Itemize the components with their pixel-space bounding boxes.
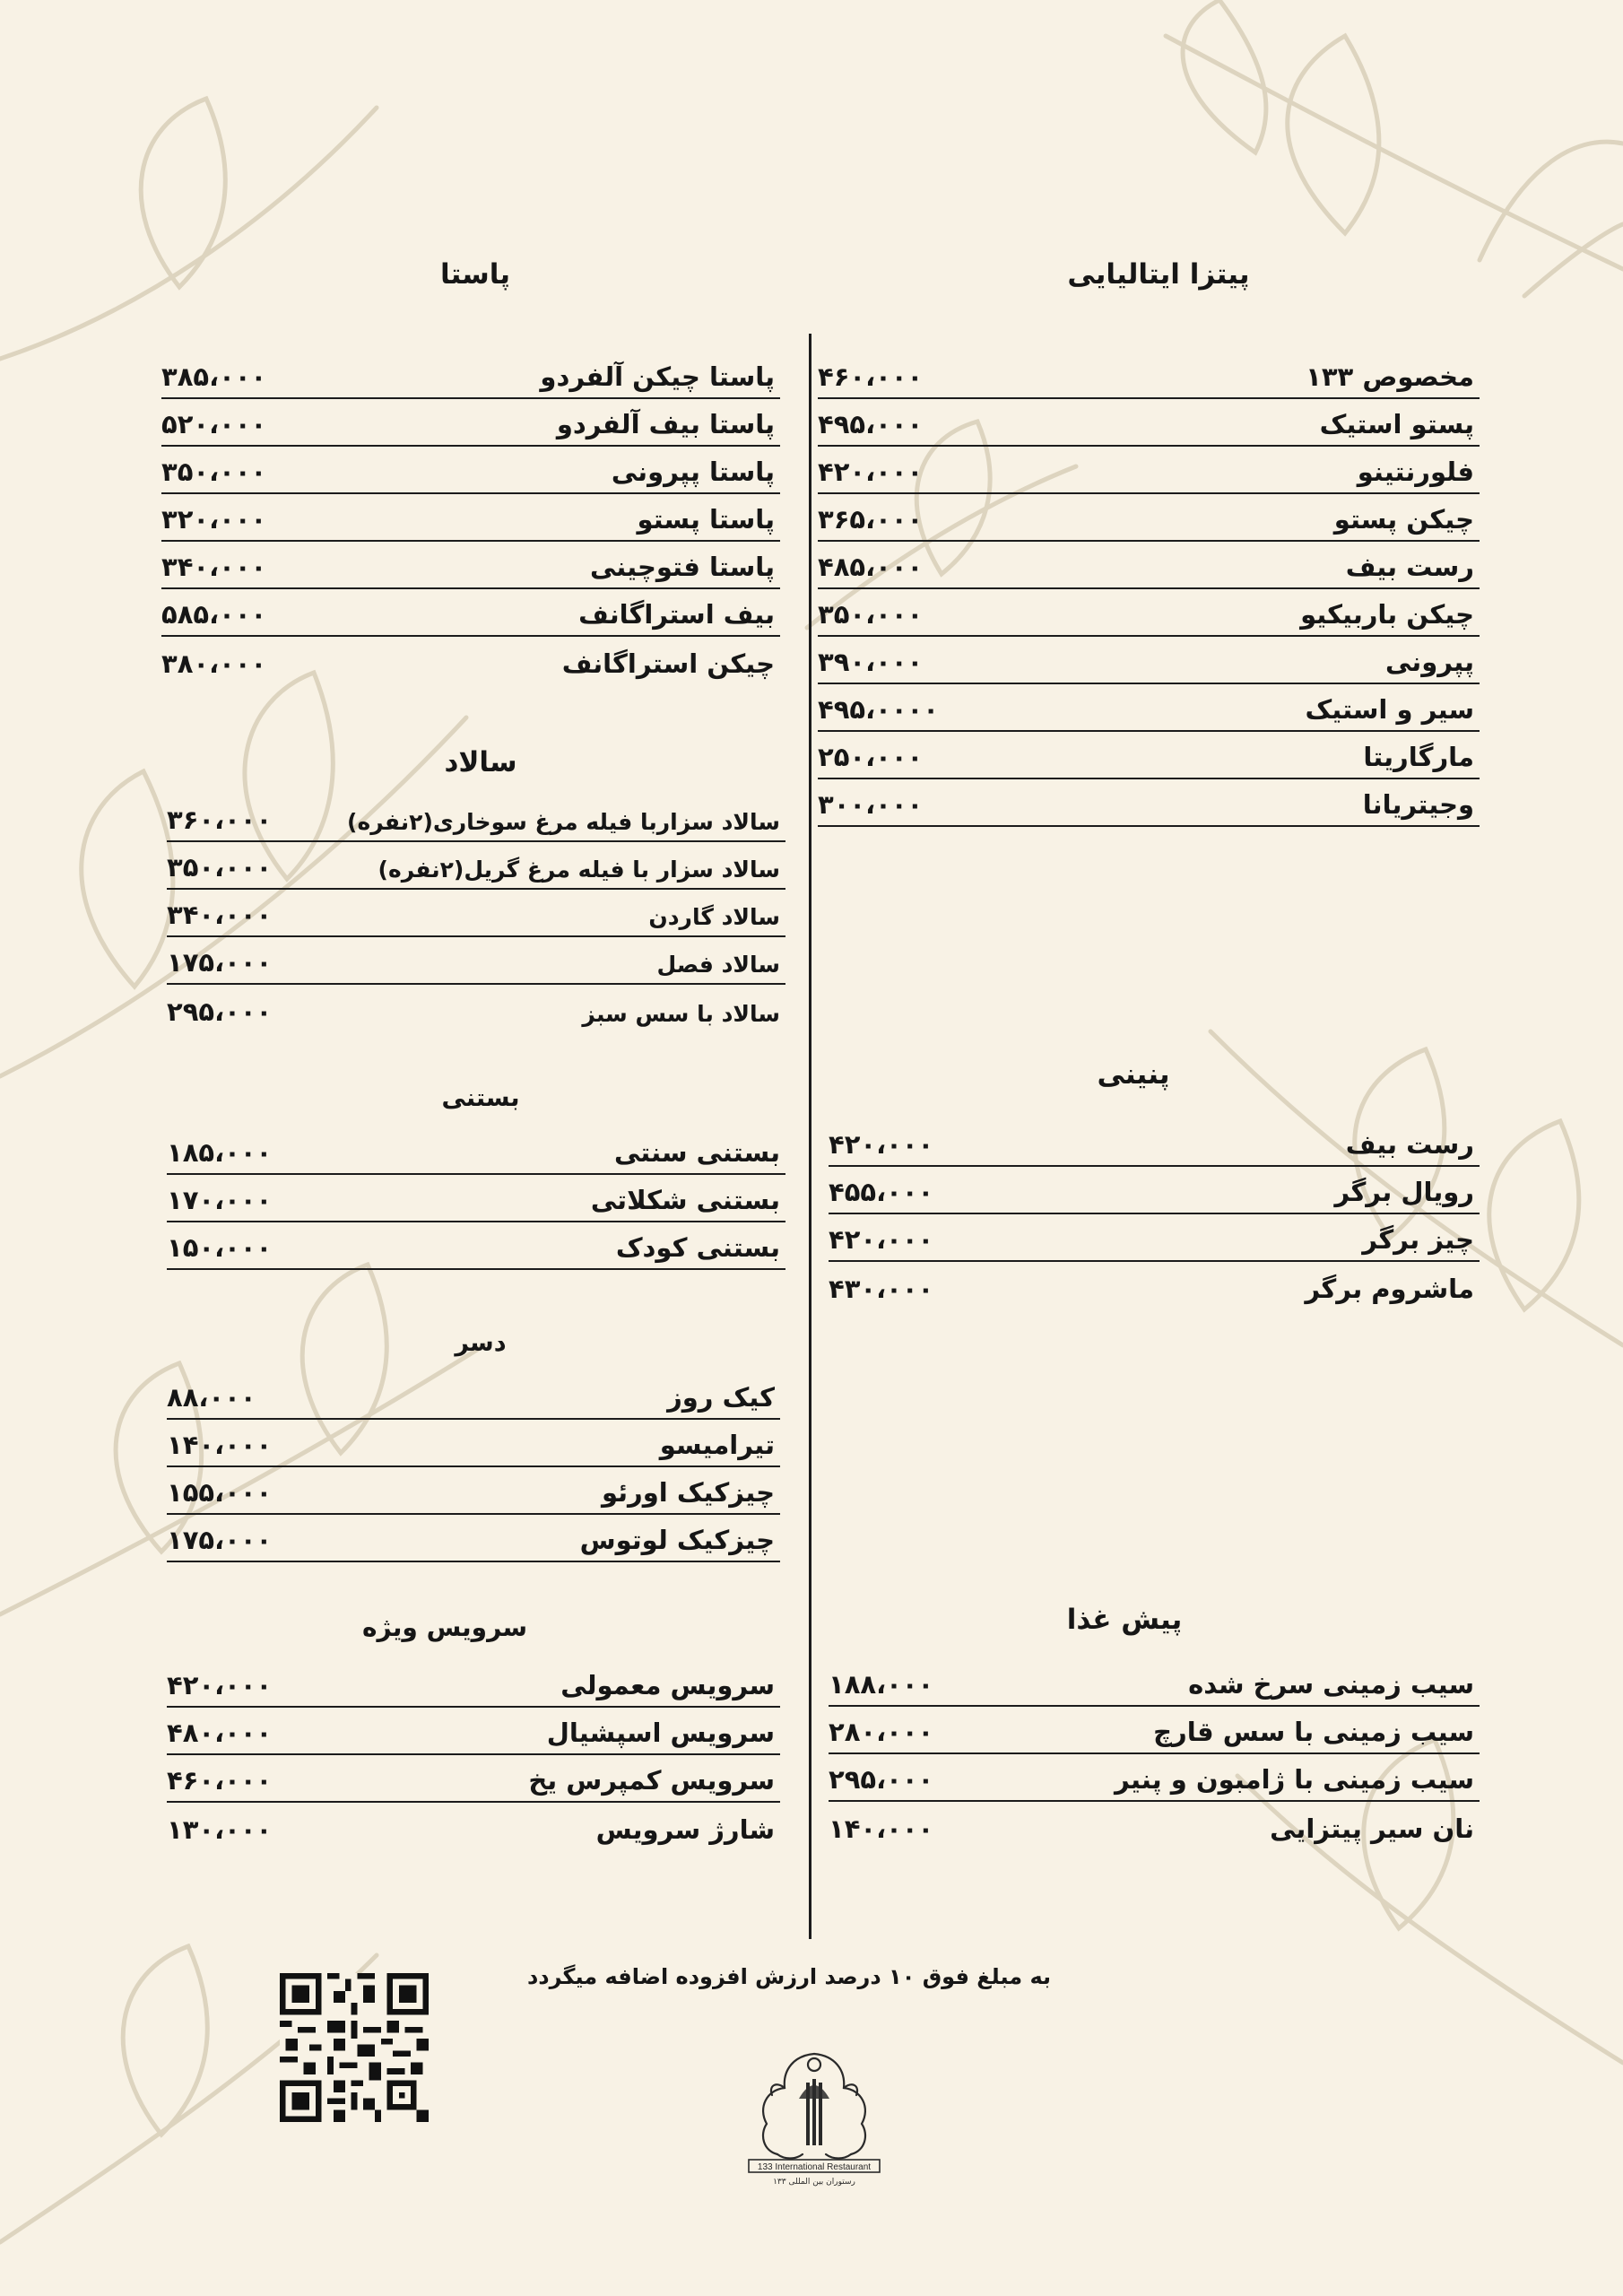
item-name: چیزکیک اورئو bbox=[601, 1477, 775, 1508]
section-title-salad: سالاد bbox=[444, 746, 517, 778]
item-price: ۱۴۰،۰۰۰ bbox=[829, 1813, 934, 1844]
item-name: پاستا پپرونی bbox=[611, 457, 775, 487]
menu-row bbox=[167, 1755, 780, 1803]
menu-row bbox=[829, 1754, 1480, 1802]
menu-row bbox=[818, 494, 1480, 542]
qr-code-icon[interactable] bbox=[280, 1973, 429, 2122]
menu-row bbox=[167, 1660, 780, 1708]
section-title-pizza: پیتزا ایتالیایی bbox=[1067, 258, 1250, 291]
menu-row bbox=[167, 1222, 785, 1270]
item-name: بیف استراگانف bbox=[578, 599, 775, 630]
item-price: ۳۹۰،۰۰۰ bbox=[818, 647, 924, 677]
section-title-pasta: پاستا bbox=[439, 258, 511, 291]
item-price: ۱۴۰،۰۰۰ bbox=[167, 1430, 273, 1460]
item-price: ۳۰۰،۰۰۰ bbox=[818, 789, 924, 820]
menu-row bbox=[167, 795, 785, 842]
item-name: سالاد سزار با فیله مرغ گریل(۲نفره) bbox=[378, 857, 780, 883]
item-price: ۴۵۵،۰۰۰ bbox=[829, 1177, 934, 1207]
item-name: سرویس معمولی bbox=[560, 1670, 775, 1700]
item-price: ۳۴۰،۰۰۰ bbox=[161, 552, 267, 582]
item-name: بستنی شکلاتی bbox=[590, 1185, 780, 1215]
menu-row bbox=[167, 1175, 785, 1222]
item-price: ۴۲۰،۰۰۰ bbox=[818, 457, 924, 487]
menu-row bbox=[818, 684, 1480, 732]
menu-row bbox=[167, 1420, 780, 1467]
item-name: چیکن باربیکیو bbox=[1300, 599, 1474, 630]
menu-row bbox=[167, 842, 785, 890]
item-price: ۲۹۵،۰۰۰ bbox=[829, 1764, 934, 1795]
item-name: سیر و استیک bbox=[1305, 694, 1474, 725]
item-price: ۳۵۰،۰۰۰ bbox=[161, 457, 267, 487]
item-price: ۳۶۰،۰۰۰ bbox=[167, 804, 273, 835]
item-price: ۱۸۸،۰۰۰ bbox=[829, 1669, 934, 1700]
item-name: سیب زمینی سرخ شده bbox=[1188, 1669, 1474, 1700]
item-price: ۴۲۰،۰۰۰ bbox=[829, 1129, 934, 1160]
menu-row bbox=[161, 352, 780, 399]
menu-row bbox=[167, 1127, 785, 1175]
item-price: ۱۸۵،۰۰۰ bbox=[167, 1137, 273, 1168]
item-price: ۴۶۰،۰۰۰ bbox=[167, 1765, 273, 1796]
item-name: مارگاریتا bbox=[1363, 742, 1474, 772]
menu-row bbox=[167, 1467, 780, 1515]
menu-row bbox=[167, 985, 785, 1032]
menu-row bbox=[829, 1214, 1480, 1262]
item-name: رست بیف bbox=[1345, 1129, 1474, 1160]
menu-row bbox=[161, 399, 780, 447]
item-name: مخصوص ۱۳۳ bbox=[1306, 361, 1474, 392]
item-name: پستو استیک bbox=[1319, 409, 1474, 439]
item-price: ۴۹۵،۰۰۰ bbox=[818, 409, 924, 439]
menu-row bbox=[167, 937, 785, 985]
menu-row bbox=[818, 637, 1480, 684]
item-name: چیکن استراگانف bbox=[561, 648, 775, 679]
item-name: پاستا چیکن آلفردو bbox=[540, 361, 775, 392]
item-name: رویال برگر bbox=[1334, 1177, 1474, 1207]
item-price: ۲۹۵،۰۰۰ bbox=[167, 996, 273, 1027]
menu-row bbox=[161, 542, 780, 589]
item-name: سالاد سزاربا فیله مرغ سوخاری(۲نفره) bbox=[347, 809, 780, 835]
item-price: ۴۳۰،۰۰۰ bbox=[829, 1274, 934, 1304]
item-name: وجیتریانا bbox=[1362, 789, 1474, 820]
item-name: کیک روز bbox=[667, 1382, 775, 1413]
item-name: چیز برگر bbox=[1362, 1224, 1474, 1255]
item-name: تیرامیسو bbox=[659, 1430, 775, 1460]
item-price: ۳۴۰،۰۰۰ bbox=[167, 900, 273, 930]
menu-row bbox=[829, 1707, 1480, 1754]
item-price: ۱۵۰،۰۰۰ bbox=[167, 1232, 273, 1263]
item-name: پاستا فتوچینی bbox=[589, 552, 775, 582]
menu-row bbox=[161, 447, 780, 494]
vat-note: به مبلغ فوق ۱۰ درصد ارزش افزوده اضافه میگردد bbox=[526, 1964, 1052, 1989]
menu-row bbox=[161, 637, 780, 684]
item-name: سرویس کمپرس یخ bbox=[528, 1765, 775, 1796]
item-price: ۱۷۵،۰۰۰ bbox=[167, 1525, 273, 1555]
item-price: ۳۶۵،۰۰۰ bbox=[818, 504, 924, 535]
item-name: شارژ سرویس bbox=[595, 1814, 775, 1845]
item-price: ۳۸۰،۰۰۰ bbox=[161, 648, 267, 679]
section-title-icecream: بستنی bbox=[441, 1084, 520, 1112]
menu-row bbox=[818, 542, 1480, 589]
item-price: ۴۹۵،۰۰۰۰ bbox=[818, 694, 939, 725]
item-price: ۵۲۰،۰۰۰ bbox=[161, 409, 267, 439]
menu-row bbox=[829, 1119, 1480, 1167]
item-price: ۳۲۰،۰۰۰ bbox=[161, 504, 267, 535]
menu-row bbox=[829, 1262, 1480, 1309]
menu-row bbox=[167, 1372, 780, 1420]
item-price: ۴۲۰،۰۰۰ bbox=[829, 1224, 934, 1255]
item-price: ۱۷۰،۰۰۰ bbox=[167, 1185, 273, 1215]
item-name: چیزکیک لوتوس bbox=[579, 1525, 775, 1555]
menu-row bbox=[167, 1708, 780, 1755]
item-price: ۴۲۰،۰۰۰ bbox=[167, 1670, 273, 1700]
menu-row bbox=[818, 352, 1480, 399]
item-price: ۳۸۵،۰۰۰ bbox=[161, 361, 267, 392]
item-name: پاستا پستو bbox=[637, 504, 775, 535]
menu-row bbox=[167, 1515, 780, 1562]
item-name: سالاد گاردن bbox=[648, 904, 780, 930]
item-name: پپرونی bbox=[1384, 647, 1474, 677]
menu-row bbox=[818, 447, 1480, 494]
menu-row bbox=[829, 1167, 1480, 1214]
item-price: ۲۵۰،۰۰۰ bbox=[818, 742, 924, 772]
item-name: رست بیف bbox=[1345, 552, 1474, 582]
item-name: سالاد با سس سبز bbox=[582, 1001, 780, 1027]
logo-text-persian: رستوران بین المللی ۱۳۳ bbox=[773, 2178, 855, 2187]
section-title-special-service: سرویس ویژه bbox=[361, 1613, 528, 1642]
logo-text-english: 133 International Restaurant bbox=[757, 2162, 872, 2172]
item-name: سرویس اسپشیال bbox=[546, 1718, 775, 1748]
menu-row bbox=[829, 1802, 1480, 1849]
item-price: ۴۶۰،۰۰۰ bbox=[818, 361, 924, 392]
item-price: ۲۸۰،۰۰۰ bbox=[829, 1717, 934, 1747]
item-price: ۳۵۰،۰۰۰ bbox=[818, 599, 924, 630]
item-name: بستنی کودک bbox=[615, 1232, 780, 1263]
menu-row bbox=[818, 779, 1480, 827]
menu-row bbox=[167, 1803, 780, 1850]
item-name: فلورنتینو bbox=[1357, 457, 1474, 487]
item-name: بستنی سنتی bbox=[613, 1137, 780, 1168]
section-title-panini: پنینی bbox=[1097, 1058, 1170, 1091]
item-price: ۵۸۵،۰۰۰ bbox=[161, 599, 267, 630]
section-title-appetizer: پیش غذا bbox=[1066, 1604, 1183, 1636]
restaurant-logo bbox=[731, 2045, 898, 2188]
menu-row bbox=[161, 589, 780, 637]
menu-row bbox=[161, 494, 780, 542]
section-title-dessert: دسر bbox=[455, 1329, 507, 1357]
menu-row bbox=[818, 399, 1480, 447]
item-price: ۸۸،۰۰۰ bbox=[167, 1382, 256, 1413]
item-price: ۴۸۵،۰۰۰ bbox=[818, 552, 924, 582]
menu-row bbox=[818, 589, 1480, 637]
item-name: پاستا بیف آلفردو bbox=[556, 409, 775, 439]
item-price: ۱۷۵،۰۰۰ bbox=[167, 947, 273, 978]
item-price: ۴۸۰،۰۰۰ bbox=[167, 1718, 273, 1748]
item-name: نان سیر پیتزایی bbox=[1270, 1813, 1474, 1844]
item-name: سیب زمینی با ژامبون و پنیر bbox=[1115, 1764, 1474, 1795]
menu-row bbox=[167, 890, 785, 937]
item-price: ۱۵۵،۰۰۰ bbox=[167, 1477, 273, 1508]
item-name: سیب زمینی با سس قارچ bbox=[1153, 1717, 1474, 1747]
menu-row bbox=[818, 732, 1480, 779]
item-name: ماشروم برگر bbox=[1305, 1274, 1474, 1304]
item-name: چیکن پستو bbox=[1333, 504, 1474, 535]
item-price: ۱۳۰،۰۰۰ bbox=[167, 1814, 273, 1845]
item-name: سالاد فصل bbox=[656, 952, 780, 978]
item-price: ۳۵۰،۰۰۰ bbox=[167, 852, 273, 883]
column-divider bbox=[809, 334, 812, 1939]
menu-row bbox=[829, 1659, 1480, 1707]
